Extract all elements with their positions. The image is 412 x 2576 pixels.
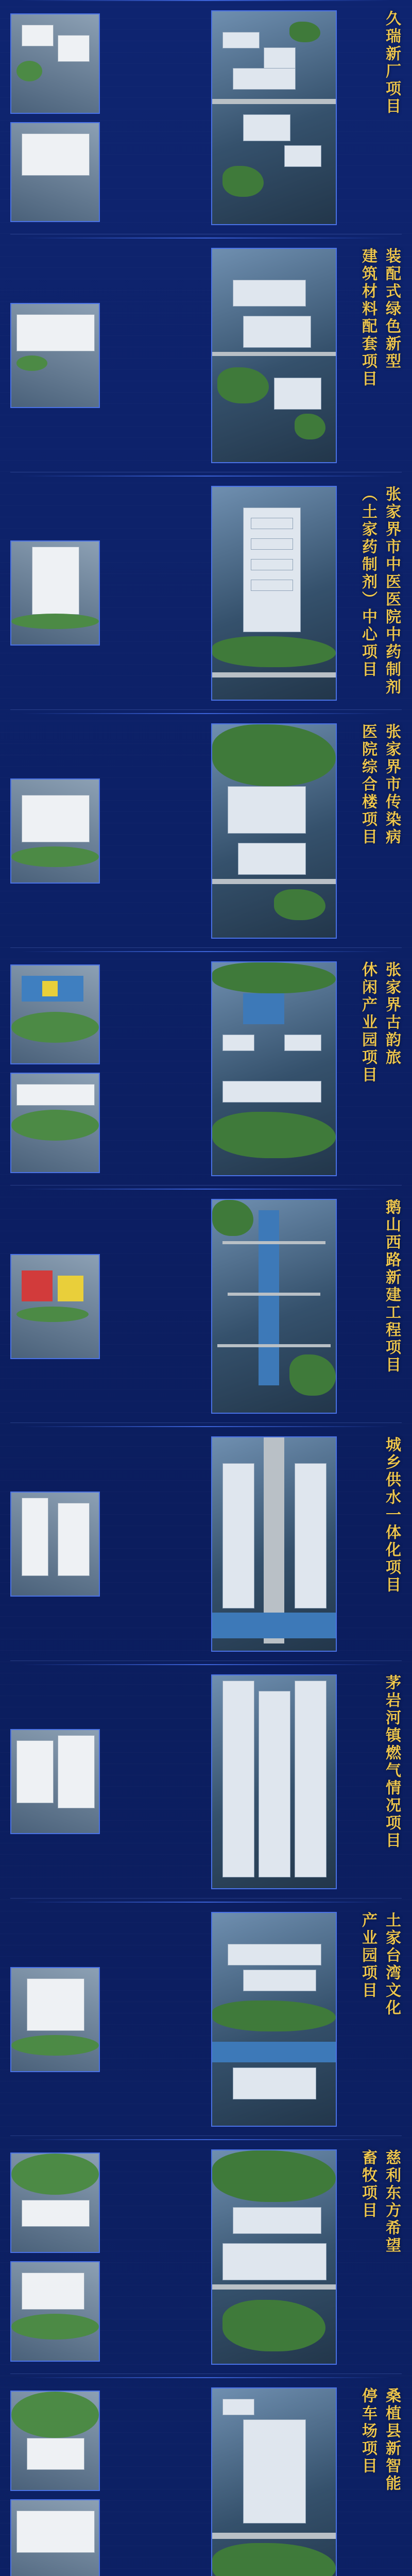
photo-shape bbox=[259, 1691, 290, 1877]
photo-shape bbox=[222, 166, 264, 197]
photo-shape bbox=[212, 2150, 336, 2202]
photo-shape bbox=[284, 1035, 321, 1051]
project-title-block bbox=[340, 486, 402, 703]
photo-shape bbox=[243, 2419, 306, 2523]
photo-shape bbox=[228, 1293, 320, 1296]
project-description bbox=[103, 12, 206, 223]
photo-shape bbox=[212, 879, 336, 884]
project-section bbox=[0, 238, 412, 475]
project-title: 久瑞新厂项目 bbox=[383, 10, 401, 115]
photo-shape bbox=[212, 2533, 336, 2539]
photo-shape bbox=[222, 1681, 254, 1877]
project-thumbnail bbox=[10, 1967, 100, 2072]
thumbnail-shape bbox=[58, 1503, 90, 1576]
project-title: 建筑材料配套项目 bbox=[359, 248, 377, 388]
photo-shape bbox=[251, 538, 293, 550]
project-section bbox=[0, 0, 412, 238]
section-divider bbox=[21, 2377, 391, 2378]
project-description bbox=[103, 1438, 206, 1649]
project-title: 畜牧项目 bbox=[359, 2149, 377, 2220]
photo-shape bbox=[222, 32, 260, 48]
thumbnail-shape bbox=[11, 2154, 99, 2195]
thumbnail-shape bbox=[11, 1110, 99, 1141]
thumbnail-shape bbox=[22, 2200, 90, 2227]
thumbnail-shape bbox=[22, 2273, 84, 2310]
thumbnail-shape bbox=[11, 846, 99, 867]
thumbnail-shape bbox=[58, 35, 90, 62]
project-title: 张家界市中医医院中药制剂 bbox=[383, 485, 401, 696]
section-divider bbox=[21, 0, 391, 1]
photo-shape bbox=[212, 1613, 336, 1638]
thumbnail-shape bbox=[16, 2511, 95, 2553]
project-section bbox=[0, 951, 412, 1189]
photo-shape bbox=[222, 2243, 327, 2280]
project-thumbnail bbox=[10, 2391, 100, 2491]
project-section bbox=[0, 1902, 412, 2139]
project-thumbnail bbox=[10, 778, 100, 884]
photo-shape bbox=[222, 1035, 254, 1051]
project-photo bbox=[211, 486, 337, 701]
project-thumbnail bbox=[10, 540, 100, 646]
photo-shape bbox=[243, 114, 290, 141]
project-title-block bbox=[340, 2149, 402, 2366]
project-photo bbox=[211, 723, 337, 938]
photo-shape bbox=[222, 1463, 254, 1608]
project-title: 土家台湾文化 bbox=[383, 1912, 401, 2018]
photo-shape bbox=[212, 99, 336, 104]
project-photo bbox=[211, 1199, 337, 1414]
project-title: 休闲产业园项目 bbox=[359, 961, 377, 1084]
photo-shape bbox=[295, 1681, 327, 1877]
photo-shape bbox=[295, 1463, 327, 1608]
photo-shape bbox=[233, 2067, 316, 2099]
photo-shape bbox=[259, 1210, 279, 1385]
photo-shape bbox=[274, 889, 325, 920]
project-thumbnail bbox=[10, 303, 100, 408]
thumbnail-shape bbox=[11, 614, 99, 629]
project-photo bbox=[211, 10, 337, 225]
photo-shape bbox=[212, 2284, 336, 2290]
project-photo bbox=[211, 2149, 337, 2364]
photo-shape bbox=[212, 2042, 336, 2062]
photo-shape bbox=[212, 724, 336, 786]
project-photo bbox=[211, 961, 337, 1176]
project-thumbnail bbox=[10, 1073, 100, 1173]
photo-shape bbox=[295, 414, 325, 439]
thumbnail-shape bbox=[22, 1498, 48, 1576]
photo-shape bbox=[243, 1970, 316, 1991]
thumbnail-shape bbox=[11, 2392, 99, 2438]
thumbnail-shape bbox=[58, 1276, 83, 1301]
project-photo bbox=[211, 2387, 337, 2576]
photo-shape bbox=[284, 145, 321, 167]
project-description bbox=[103, 1676, 206, 1887]
project-section bbox=[0, 2139, 412, 2377]
project-description bbox=[103, 488, 206, 699]
section-divider bbox=[21, 2139, 391, 2140]
photo-shape bbox=[217, 1344, 331, 1347]
project-title: 城乡供水一体化项目 bbox=[383, 1436, 401, 1595]
photo-shape bbox=[233, 280, 306, 307]
project-title-block bbox=[340, 723, 402, 940]
photo-shape bbox=[289, 22, 320, 42]
project-thumbnail bbox=[10, 2153, 100, 2253]
project-title-block bbox=[340, 1436, 402, 1653]
project-title-block bbox=[340, 1912, 402, 2129]
section-divider bbox=[21, 238, 391, 239]
thumbnail-shape bbox=[11, 2314, 99, 2340]
project-thumbnail bbox=[10, 2261, 100, 2362]
project-photo bbox=[211, 248, 337, 463]
project-thumbnail bbox=[10, 122, 100, 223]
photo-shape bbox=[212, 352, 336, 356]
project-photo bbox=[211, 1436, 337, 1651]
thumbnail-shape bbox=[16, 355, 47, 371]
thumbnail-shape bbox=[42, 981, 58, 996]
section-divider bbox=[21, 713, 391, 714]
photo-shape bbox=[222, 2399, 254, 2415]
project-title-block bbox=[340, 10, 402, 227]
project-photo bbox=[211, 1674, 337, 1889]
photo-shape bbox=[228, 786, 306, 834]
project-title: 茅岩河镇燃气情况项目 bbox=[383, 1674, 401, 1850]
section-divider bbox=[21, 1426, 391, 1427]
project-photo bbox=[211, 1912, 337, 2127]
thumbnail-shape bbox=[11, 1012, 99, 1043]
project-title-block bbox=[340, 1199, 402, 1416]
photo-shape bbox=[212, 672, 336, 677]
photo-shape bbox=[222, 1081, 321, 1103]
project-title: 停车场项目 bbox=[359, 2387, 377, 2475]
photo-shape bbox=[264, 47, 296, 69]
thumbnail-shape bbox=[27, 1978, 84, 2031]
project-description bbox=[103, 1914, 206, 2125]
thumbnail-shape bbox=[11, 2500, 99, 2504]
photo-shape bbox=[212, 962, 336, 993]
photo-shape bbox=[251, 559, 293, 570]
photo-shape bbox=[251, 580, 293, 591]
photo-shape bbox=[212, 636, 336, 667]
photo-shape bbox=[228, 1944, 321, 1965]
photo-shape bbox=[212, 2001, 336, 2031]
section-divider bbox=[21, 951, 391, 952]
project-title: 桑植县新智能 bbox=[383, 2387, 401, 2493]
project-description bbox=[103, 2151, 206, 2362]
project-title: 鹅山西路新建工程项目 bbox=[383, 1198, 401, 1374]
project-section bbox=[0, 1426, 412, 1664]
thumbnail-shape bbox=[58, 1735, 95, 1808]
photo-shape bbox=[243, 993, 284, 1024]
project-thumbnail bbox=[10, 1729, 100, 1834]
photo-shape bbox=[274, 378, 321, 410]
project-section bbox=[0, 2377, 412, 2576]
photo-shape bbox=[233, 2207, 321, 2234]
section-divider bbox=[21, 476, 391, 477]
thumbnail-shape bbox=[11, 123, 99, 126]
project-title: 张家界市传染病 bbox=[383, 723, 401, 846]
project-title-block bbox=[340, 1674, 402, 1891]
project-title-block bbox=[340, 2387, 402, 2576]
thumbnail-shape bbox=[22, 1270, 53, 1301]
thumbnail-shape bbox=[16, 1740, 54, 1803]
project-title: 医院综合楼项目 bbox=[359, 723, 377, 846]
photo-shape bbox=[212, 2543, 336, 2576]
project-thumbnail bbox=[10, 13, 100, 114]
thumbnail-shape bbox=[22, 25, 54, 46]
project-title: （土家药制剂）中心项目 bbox=[359, 485, 377, 679]
project-section bbox=[0, 1664, 412, 1902]
thumbnail-shape bbox=[22, 795, 90, 842]
thumbnail-shape bbox=[32, 547, 79, 615]
thumbnail-shape bbox=[11, 2035, 99, 2056]
photo-shape bbox=[233, 68, 296, 90]
project-description bbox=[103, 725, 206, 936]
project-thumbnail bbox=[10, 2499, 100, 2576]
photo-shape bbox=[217, 367, 269, 403]
thumbnail-shape bbox=[16, 61, 42, 81]
project-description bbox=[103, 2389, 206, 2576]
photo-shape bbox=[251, 518, 293, 529]
project-thumbnail bbox=[10, 964, 100, 1065]
photo-shape bbox=[212, 1112, 336, 1158]
photo-shape bbox=[222, 2300, 325, 2351]
thumbnail-shape bbox=[22, 133, 90, 176]
thumbnail-shape bbox=[16, 314, 95, 351]
thumbnail-shape bbox=[27, 2438, 84, 2470]
project-title: 产业园项目 bbox=[359, 1912, 377, 2000]
project-thumbnail bbox=[10, 1492, 100, 1597]
photo-shape bbox=[243, 316, 311, 348]
thumbnail-shape bbox=[16, 1307, 89, 1322]
project-title-block bbox=[340, 961, 402, 1178]
project-thumbnail bbox=[10, 1254, 100, 1359]
project-section bbox=[0, 713, 412, 951]
project-description bbox=[103, 963, 206, 1174]
project-title: 慈利东方希望 bbox=[383, 2149, 401, 2255]
photo-shape bbox=[212, 1200, 253, 1236]
project-section bbox=[0, 1189, 412, 1426]
photo-shape bbox=[289, 1354, 336, 1396]
section-divider bbox=[21, 1189, 391, 1190]
project-description bbox=[103, 1201, 206, 1412]
section-divider bbox=[21, 1902, 391, 1903]
project-title-block bbox=[340, 248, 402, 465]
project-title: 张家界古韵旅 bbox=[383, 961, 401, 1066]
thumbnail-shape bbox=[16, 1084, 95, 1106]
photo-shape bbox=[222, 1241, 325, 1244]
photo-shape bbox=[238, 843, 306, 875]
project-section bbox=[0, 476, 412, 713]
project-title: 装配式绿色新型 bbox=[383, 248, 401, 371]
section-divider bbox=[21, 1664, 391, 1665]
project-description bbox=[103, 250, 206, 461]
